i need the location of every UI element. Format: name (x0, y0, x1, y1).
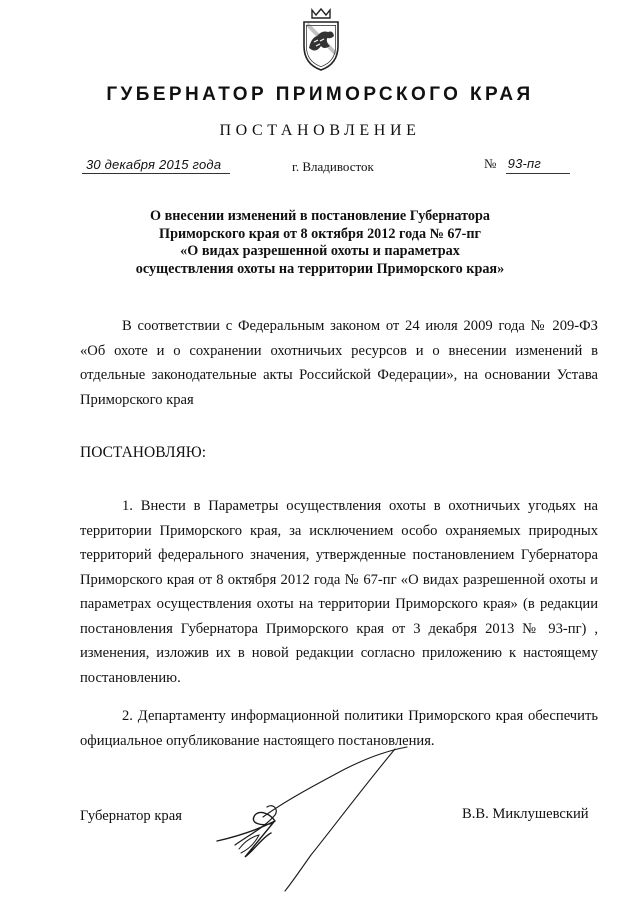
decree-word: ПОСТАНОВЛЯЮ: (80, 444, 207, 461)
issuing-authority: ГУБЕРНАТОР ПРИМОРСКОГО КРАЯ (106, 84, 534, 105)
signatory-name: В.В. Миклушевский (462, 806, 589, 822)
number-prefix: № (484, 156, 497, 171)
item-1-paragraph: 1. Внести в Параметры осуществления охоты в охотничьих угодьях на территории Приморского края, за исключением особо охраняемых природных территорий федерального значения, утвержденные постановлением Губернатора Приморского края от 8 октября 2012 года № 67-пг «О видах разрешенной охоты и параметрах осуществления охоты на территории Приморского края» (в редакции постановления Губернатора Приморского края от 3 декабря 2013 № 93-пг) , изменения, изложив их в новой редакции согласно приложению к настоящему постановлению. (80, 498, 598, 686)
subject-line: О внесении изменений в постановление Губернатора (150, 208, 490, 224)
subject-line: осуществления охоты на территории Приморского края» (135, 260, 505, 277)
number-underline (506, 173, 570, 174)
item-2-paragraph: 2. Департаменту информационной политики Приморского края обеспечить официальное опубликование настоящего постановления. (80, 708, 598, 749)
document-type: ПОСТАНОВЛЕНИЕ (219, 122, 421, 139)
document-city: г. Владивосток (292, 159, 374, 174)
coat-of-arms-icon (300, 6, 342, 72)
date-value: 30 декабря 2015 года (86, 157, 222, 172)
handwritten-signature-icon (215, 745, 425, 895)
document-date (86, 156, 236, 178)
date-underline (82, 173, 230, 174)
preamble-paragraph: В соответствии с Федеральным законом от 24 июля 2009 года № 209-ФЗ «Об охоте и о сохранении охотничьих ресурсов и о внесении изменений в отдельные законодательные акты Российской Федерации», на основании Устава Приморского края (80, 318, 598, 408)
number-value: 93-пг (507, 156, 542, 171)
document-number (484, 156, 584, 178)
signatory-position: Губернатор края (80, 808, 182, 824)
document-subject (120, 208, 520, 278)
subject-line: «О видах разрешенной охоты и параметрах (180, 243, 460, 259)
subject-line: Приморского края от 8 октября 2012 года № 67-пг (159, 225, 481, 242)
